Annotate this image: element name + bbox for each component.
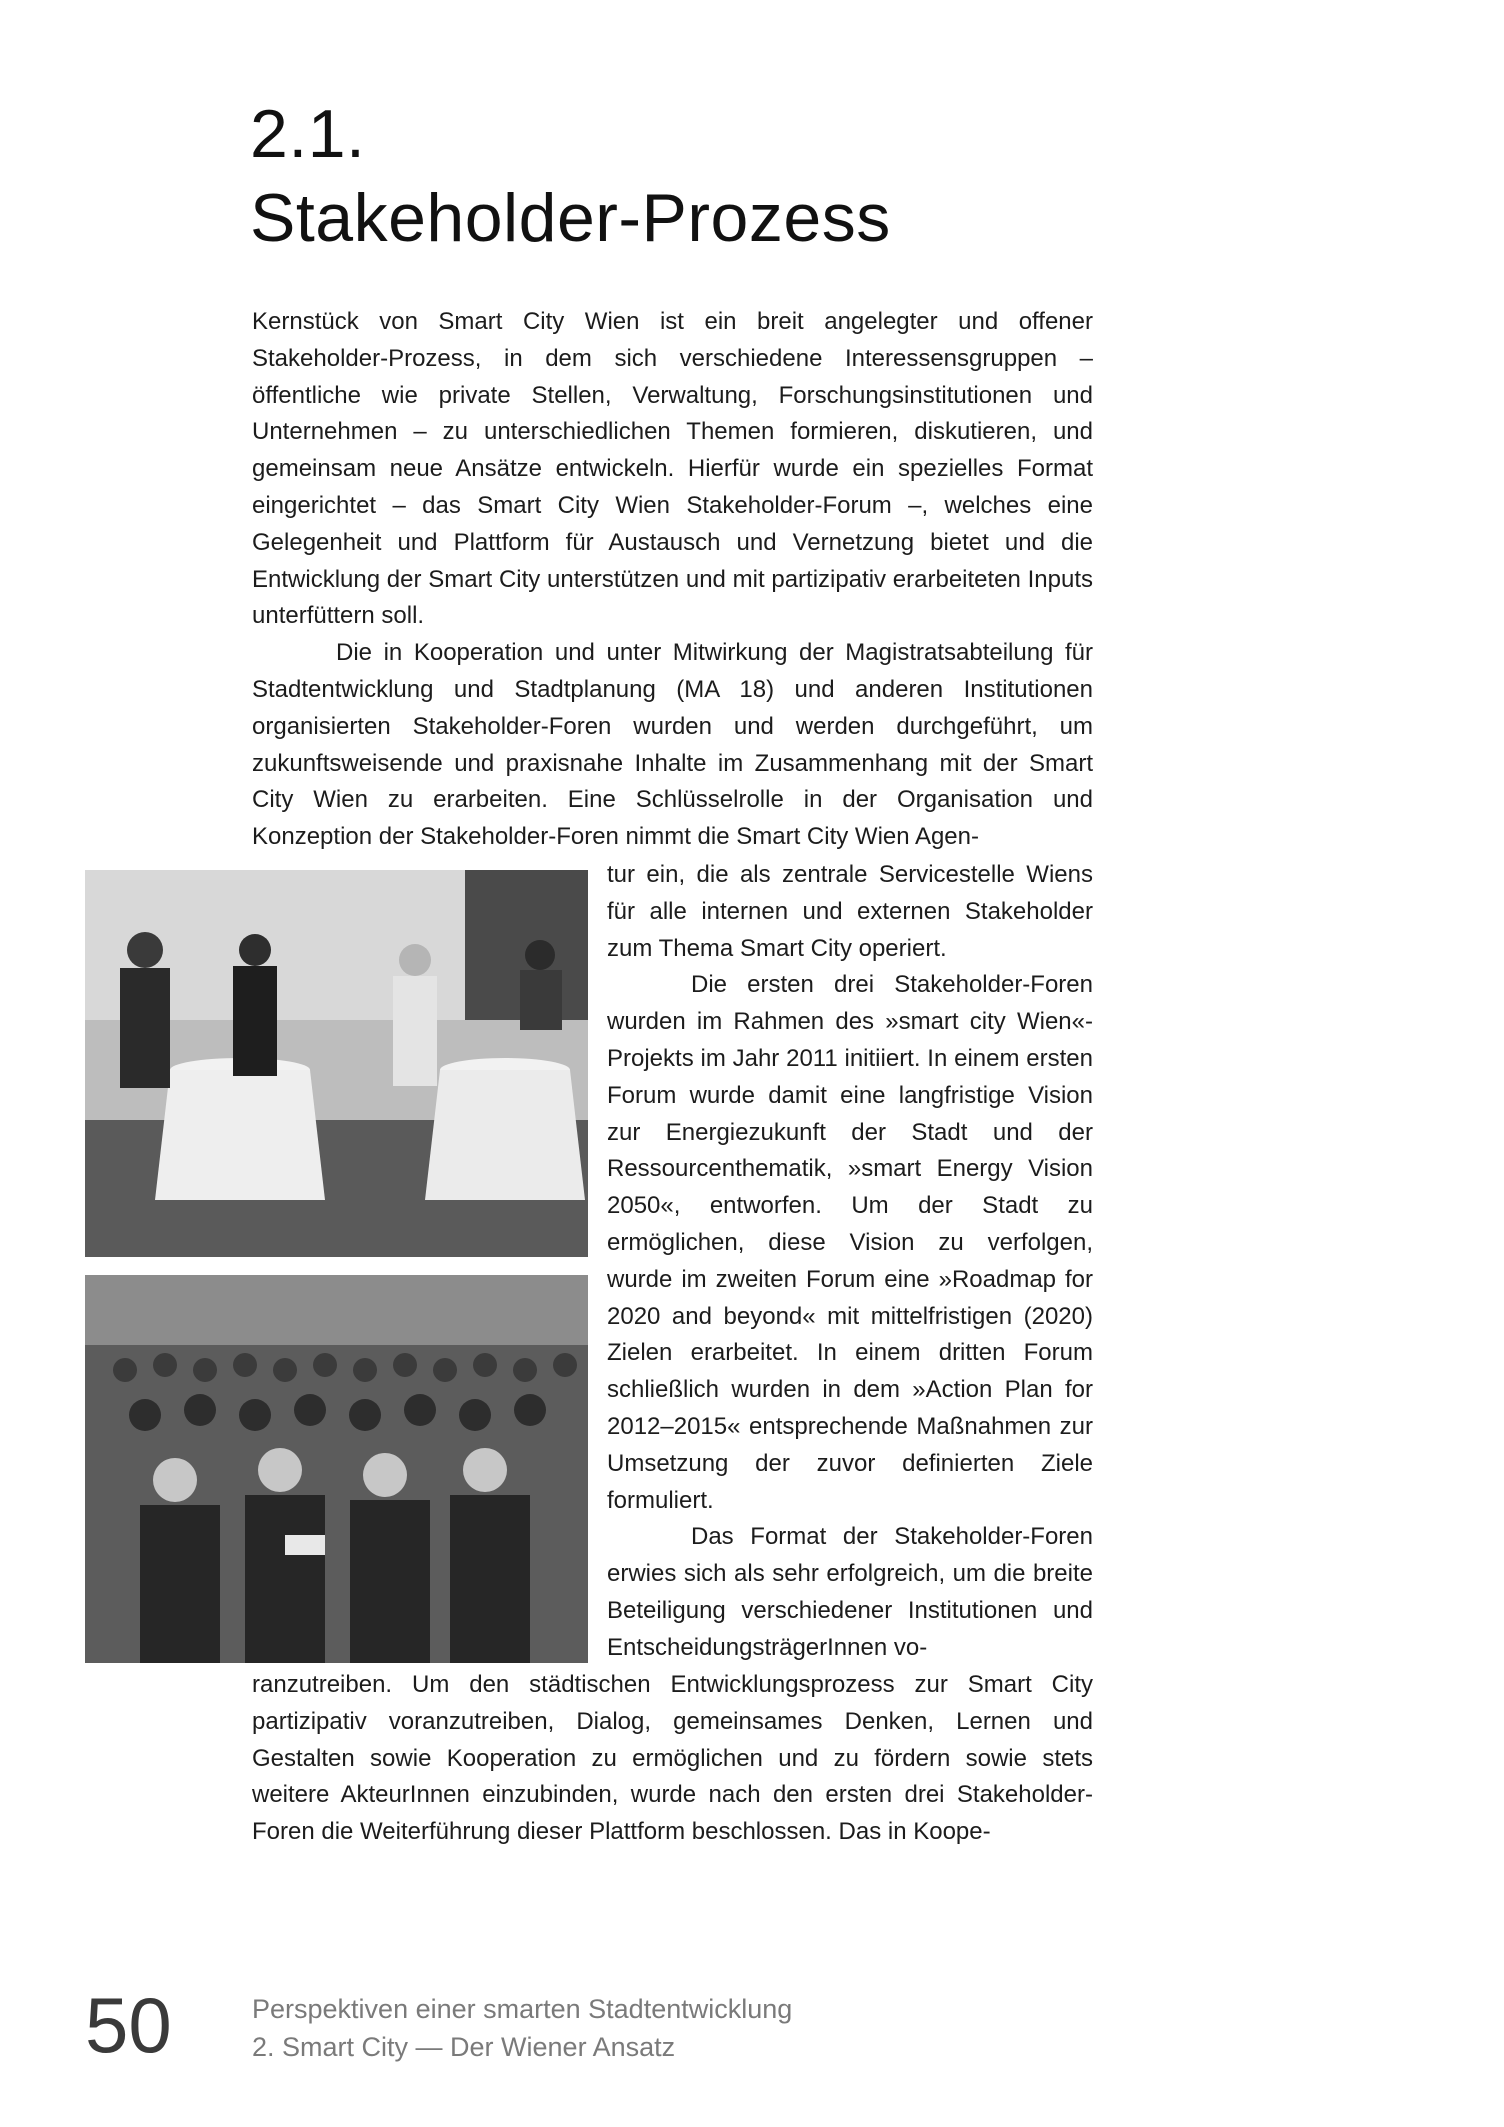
section-number: 2.1. — [250, 96, 366, 172]
paragraph-2-end: tur ein, die als zentrale Servicestelle Wiens für alle internen und externen Stakeholder zum Thema Smart City operiert. — [607, 861, 1093, 962]
book-title: Perspektiven einer smarten Stadtentwicklung — [252, 1994, 793, 2024]
section-title: Stakeholder-Prozess — [250, 180, 891, 256]
running-footer — [252, 1990, 792, 2066]
photo-panel-discussion — [85, 870, 588, 1257]
paragraph-1: Kernstück von Smart City Wien ist ein breit angelegter und offener Stakeholder-Prozess, in dem sich verschiedene Interessensgruppen – öffentliche wie private Stellen, Verwaltung, Forschungsinstitutionen und Unternehmen – zu unterschiedlichen Themen formieren, diskutieren, und gemeinsam neue Ansätze entwickeln. Hierfür wurde ein spezielles Format eingerichtet – das Smart City Wien Stakeholder-Forum –, welches eine Gelegenheit und Plattform für Austausch und Vernetzung bietet und die Entwicklung der Smart City unterstützen und mit partizipativ erarbeiteten Inputs unterfüttern soll. — [252, 308, 1093, 630]
paragraph-4-start: Das Format der Stakeholder-Foren erwies sich als sehr erfolgreich, um die breite Beteiligung verschiedener Institutionen und EntscheidungsträgerInnen vo- — [607, 1523, 1093, 1661]
paragraph-3: Die ersten drei Stakeholder-Foren wurden im Rahmen des »smart city Wien«-Projekts im Jahr 2011 initiiert. In einem ersten Forum wurde damit eine langfristige Vision zur Energiezukunft der Stadt und der Ressourcenthematik, »smart Energy Vision 2050«, entworfen. Um der Stadt zu ermöglichen, diese Vision zu verfolgen, wurde im zweiten Forum eine »Roadmap for 2020 and beyond« mit mittelfristigen (2020) Zielen erarbeitet. In einem dritten Forum schließlich wurden in dem »Action Plan for 2012–2015« entsprechende Maßnahmen zur Umsetzung der zuvor definierten Ziele formuliert. — [607, 971, 1093, 1514]
text-block-bottom — [252, 1667, 1093, 1851]
paragraph-4-end: ranzutreiben. Um den städtischen Entwicklungsprozess zur Smart City partizipativ voranzutreiben, Dialog, gemeinsames Denken, Lernen und Gestalten sowie Kooperation zu ermöglichen und zu fördern sowie stets weitere AkteurInnen einzubinden, wurde nach den ersten drei Stakeholder-Foren die Weiterführung dieser Plattform beschlossen. Das in Koope- — [252, 1671, 1093, 1846]
paragraph-2-start: Die in Kooperation und unter Mitwirkung der Magistratsabteilung für Stadtentwicklung und Stadtplanung (MA 18) und anderen Institutionen organisierten Stakeholder-Foren wurden und werden durchgeführt, um zukunftsweisende und praxisnahe Inhalte im Zusammenhang mit der Smart City Wien zu erarbeiten. Eine Schlüsselrolle in der Organisation und Konzeption der Stakeholder-Foren nimmt die Smart City Wien Agen- — [252, 639, 1093, 851]
section-heading — [250, 92, 1150, 260]
text-block-column — [607, 857, 1093, 1667]
page-number: 50 — [85, 1981, 172, 2069]
photo-audience — [85, 1275, 588, 1663]
audience-image — [85, 1275, 588, 1663]
chapter-title: 2. Smart City — Der Wiener Ansatz — [252, 2032, 676, 2062]
panel-discussion-image — [85, 870, 588, 1257]
text-block-top — [252, 304, 1093, 856]
